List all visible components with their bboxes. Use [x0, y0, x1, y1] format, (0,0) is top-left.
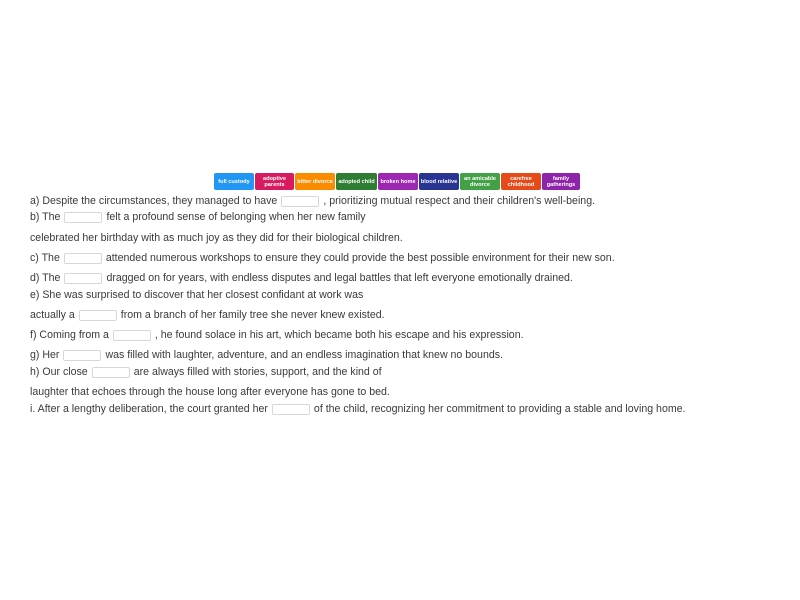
answer-blank[interactable]	[64, 253, 102, 264]
sentence-text-after: was filled with laughter, adventure, and an endless imagination that knew no bounds.	[105, 349, 503, 361]
answer-blank[interactable]	[272, 404, 310, 415]
answer-chip[interactable]: full custody	[214, 173, 254, 190]
answer-chip[interactable]: broken home	[378, 173, 418, 190]
sentence-text-before: actually a	[30, 309, 75, 321]
answer-chip[interactable]: bitter divorce	[295, 173, 335, 190]
answer-blank[interactable]	[79, 310, 117, 321]
sentence-text-after: of the child, recognizing her commitment to providing a stable and loving home.	[313, 403, 686, 415]
sentence-line	[30, 349, 503, 361]
sentence-text-after: attended numerous workshops to ensure they could provide the best possible environment for their new son.	[105, 252, 615, 264]
sentence-text-before: d) The	[30, 272, 61, 284]
sentence-line	[30, 272, 573, 284]
sentence-text-after: felt a profound sense of belonging when her new family	[106, 211, 366, 223]
answer-chip[interactable]: adopted child	[336, 173, 377, 190]
sentence-text-before: b) The	[30, 211, 61, 223]
answer-blank[interactable]	[92, 367, 130, 378]
sentence-text-before: g) Her	[30, 349, 60, 361]
sentence-text-after: , prioritizing mutual respect and their children's well-being.	[323, 195, 596, 207]
sentence-text-before: i. After a lengthy deliberation, the court granted her	[30, 403, 268, 415]
answer-chip[interactable]: an amicable divorce	[460, 173, 500, 190]
sentence-line	[30, 289, 363, 301]
sentence-line	[30, 403, 686, 415]
answer-blank[interactable]	[63, 350, 101, 361]
sentence-line	[30, 309, 385, 321]
sentence-text-after: are always filled with stories, support, and the kind of	[133, 366, 382, 378]
sentence-text-after: dragged on for years, with endless disputes and legal battles that left everyone emotionally drained.	[106, 272, 573, 284]
answer-blank[interactable]	[64, 212, 102, 223]
answer-chips-bar	[214, 173, 580, 190]
sentence-line	[30, 252, 615, 264]
sentence-text-before: h) Our close	[30, 366, 88, 378]
sentence-line	[30, 232, 403, 244]
sentence-line	[30, 386, 390, 398]
sentence-text: laughter that echoes through the house long after everyone has gone to bed.	[30, 386, 390, 398]
answer-blank[interactable]	[64, 273, 102, 284]
sentence-text: celebrated her birthday with as much joy as they did for their biological children.	[30, 232, 403, 244]
sentence-line	[30, 329, 524, 341]
sentence-line	[30, 211, 366, 223]
answer-blank[interactable]	[113, 330, 151, 341]
answer-chip[interactable]: blood relative	[419, 173, 459, 190]
sentence-text-before: c) The	[30, 252, 60, 264]
sentence-text: e) She was surprised to discover that her closest confidant at work was	[30, 289, 364, 301]
sentence-line	[30, 366, 382, 378]
sentence-line	[30, 195, 595, 207]
answer-chip[interactable]: carefree childhood	[501, 173, 541, 190]
answer-chip[interactable]: family gatherings	[542, 173, 580, 190]
answer-chip[interactable]: adoptive parents	[255, 173, 294, 190]
sentence-text-before: f) Coming from a	[30, 329, 109, 341]
sentence-text-before: a) Despite the circumstances, they managed to have	[30, 195, 278, 207]
sentence-text-after: , he found solace in his art, which became both his escape and his expression.	[154, 329, 524, 341]
sentence-text-after: from a branch of her family tree she never knew existed.	[120, 309, 385, 321]
answer-blank[interactable]	[281, 196, 319, 207]
